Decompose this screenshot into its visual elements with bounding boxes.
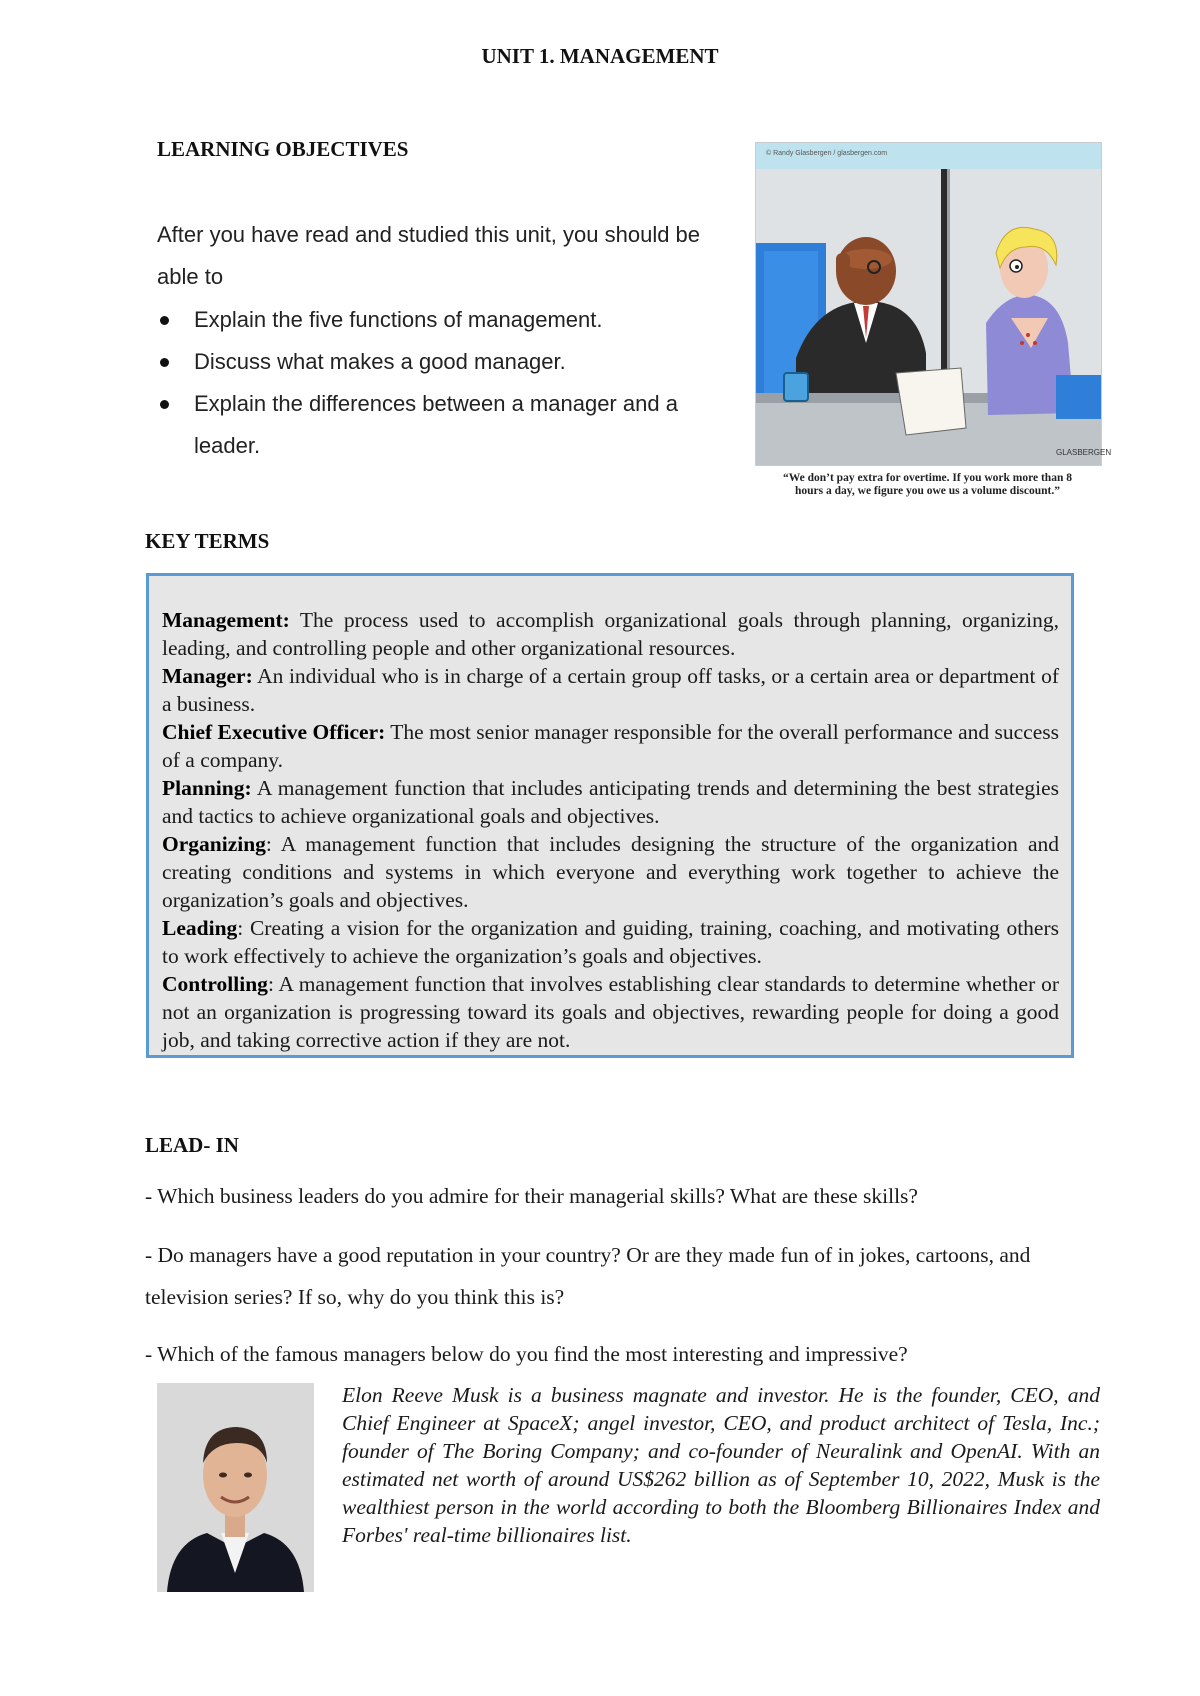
key-term-entry — [162, 718, 1059, 774]
page-title: UNIT 1. MANAGEMENT — [481, 44, 719, 68]
key-term: Chief Executive Officer: — [162, 720, 386, 744]
key-term-definition: A management function that includes anticipating trends and determining the best strategies and tactics to achieve organizational goals and objectives. — [162, 776, 1059, 828]
cartoon-signature: GLASBERGEN — [1056, 448, 1112, 457]
key-term: Planning: — [162, 776, 252, 800]
elon-musk-bio: Elon Reeve Musk is a business magnate and investor. He is the founder, CEO, and Chief Engineer at SpaceX; angel investor, CEO, and product architect of Tesla, Inc.; founder of The Boring Company; and co-founder of Neuralink and OpenAI. With an estimated net worth of around US$262 billion as of September 10, 2022, Musk is the wealthiest person in the world according to both the Bloomberg Billionaires Index and Forbes' real-time billionaires list. — [342, 1383, 1100, 1547]
key-term-entry — [162, 914, 1059, 970]
key-term: Organizing — [162, 832, 266, 856]
key-terms-box — [146, 573, 1074, 1058]
lead-in-question: - Which business leaders do you admire for their managerial skills? What are these skills? — [145, 1184, 918, 1208]
key-term-definition: : Creating a vision for the organization and guiding, training, coaching, and motivating others to work effectively to achieve the organization’s goals and objectives. — [162, 916, 1059, 968]
key-term: Leading — [162, 916, 238, 940]
objective-item: Explain the differences between a manager and a leader. — [157, 383, 732, 467]
objective-item: Explain the five functions of management. — [157, 299, 732, 341]
office-cartoon-illustration — [755, 142, 1112, 466]
key-term: Management: — [162, 608, 290, 632]
lead-in-question: - Do managers have a good reputation in your country? Or are they made fun of in jokes, cartoons, and television series? If so, why do you think this is? — [145, 1243, 1031, 1309]
key-term: Manager: — [162, 664, 253, 688]
learning-objectives-intro: After you have read and studied this unit, you should be able to — [157, 222, 701, 289]
lead-in-question: - Which of the famous managers below do you find the most interesting and impressive? — [145, 1342, 908, 1366]
key-terms-heading: KEY TERMS — [145, 529, 270, 553]
key-term-entry — [162, 970, 1059, 1054]
cartoon-copyright: © Randy Glasbergen / glasbergen.com — [766, 150, 888, 157]
portrait-drawing — [157, 1383, 314, 1592]
key-term-entry — [162, 662, 1059, 718]
cartoon-drawing — [756, 143, 1112, 465]
key-term-entry — [162, 830, 1059, 914]
learning-objectives-heading: LEARNING OBJECTIVES — [157, 137, 409, 161]
elon-musk-portrait — [157, 1383, 314, 1592]
key-term-definition: The most senior manager responsible for the overall performance and success of a company. — [162, 720, 1059, 772]
learning-objectives-list — [157, 299, 732, 467]
objective-item: Discuss what makes a good manager. — [157, 341, 732, 383]
cartoon-caption: “We don’t pay extra for overtime. If you work more than 8 hours a day, we figure you owe us a volume discount.” — [783, 472, 1072, 497]
key-term-definition: The process used to accomplish organizational goals through planning, organizing, leading, and controlling people and other organizational resources. — [162, 608, 1059, 660]
key-term-entry — [162, 774, 1059, 830]
key-term-definition: An individual who is in charge of a certain group off tasks, or a certain area or department of a business. — [162, 664, 1059, 716]
key-term-entry — [162, 606, 1059, 662]
key-term-definition: : A management function that involves establishing clear standards to determine whether or not an organization is progressing toward its goals and objectives, rewarding people for doing a good job, and taking corrective action if they are not. — [162, 972, 1059, 1052]
key-term: Controlling — [162, 972, 268, 996]
lead-in-heading: LEAD- IN — [145, 1133, 239, 1157]
key-term-definition: : A management function that includes designing the structure of the organization and creating conditions and systems in which everyone and everything work together to achieve the organization’s goals and objectives. — [162, 832, 1059, 912]
